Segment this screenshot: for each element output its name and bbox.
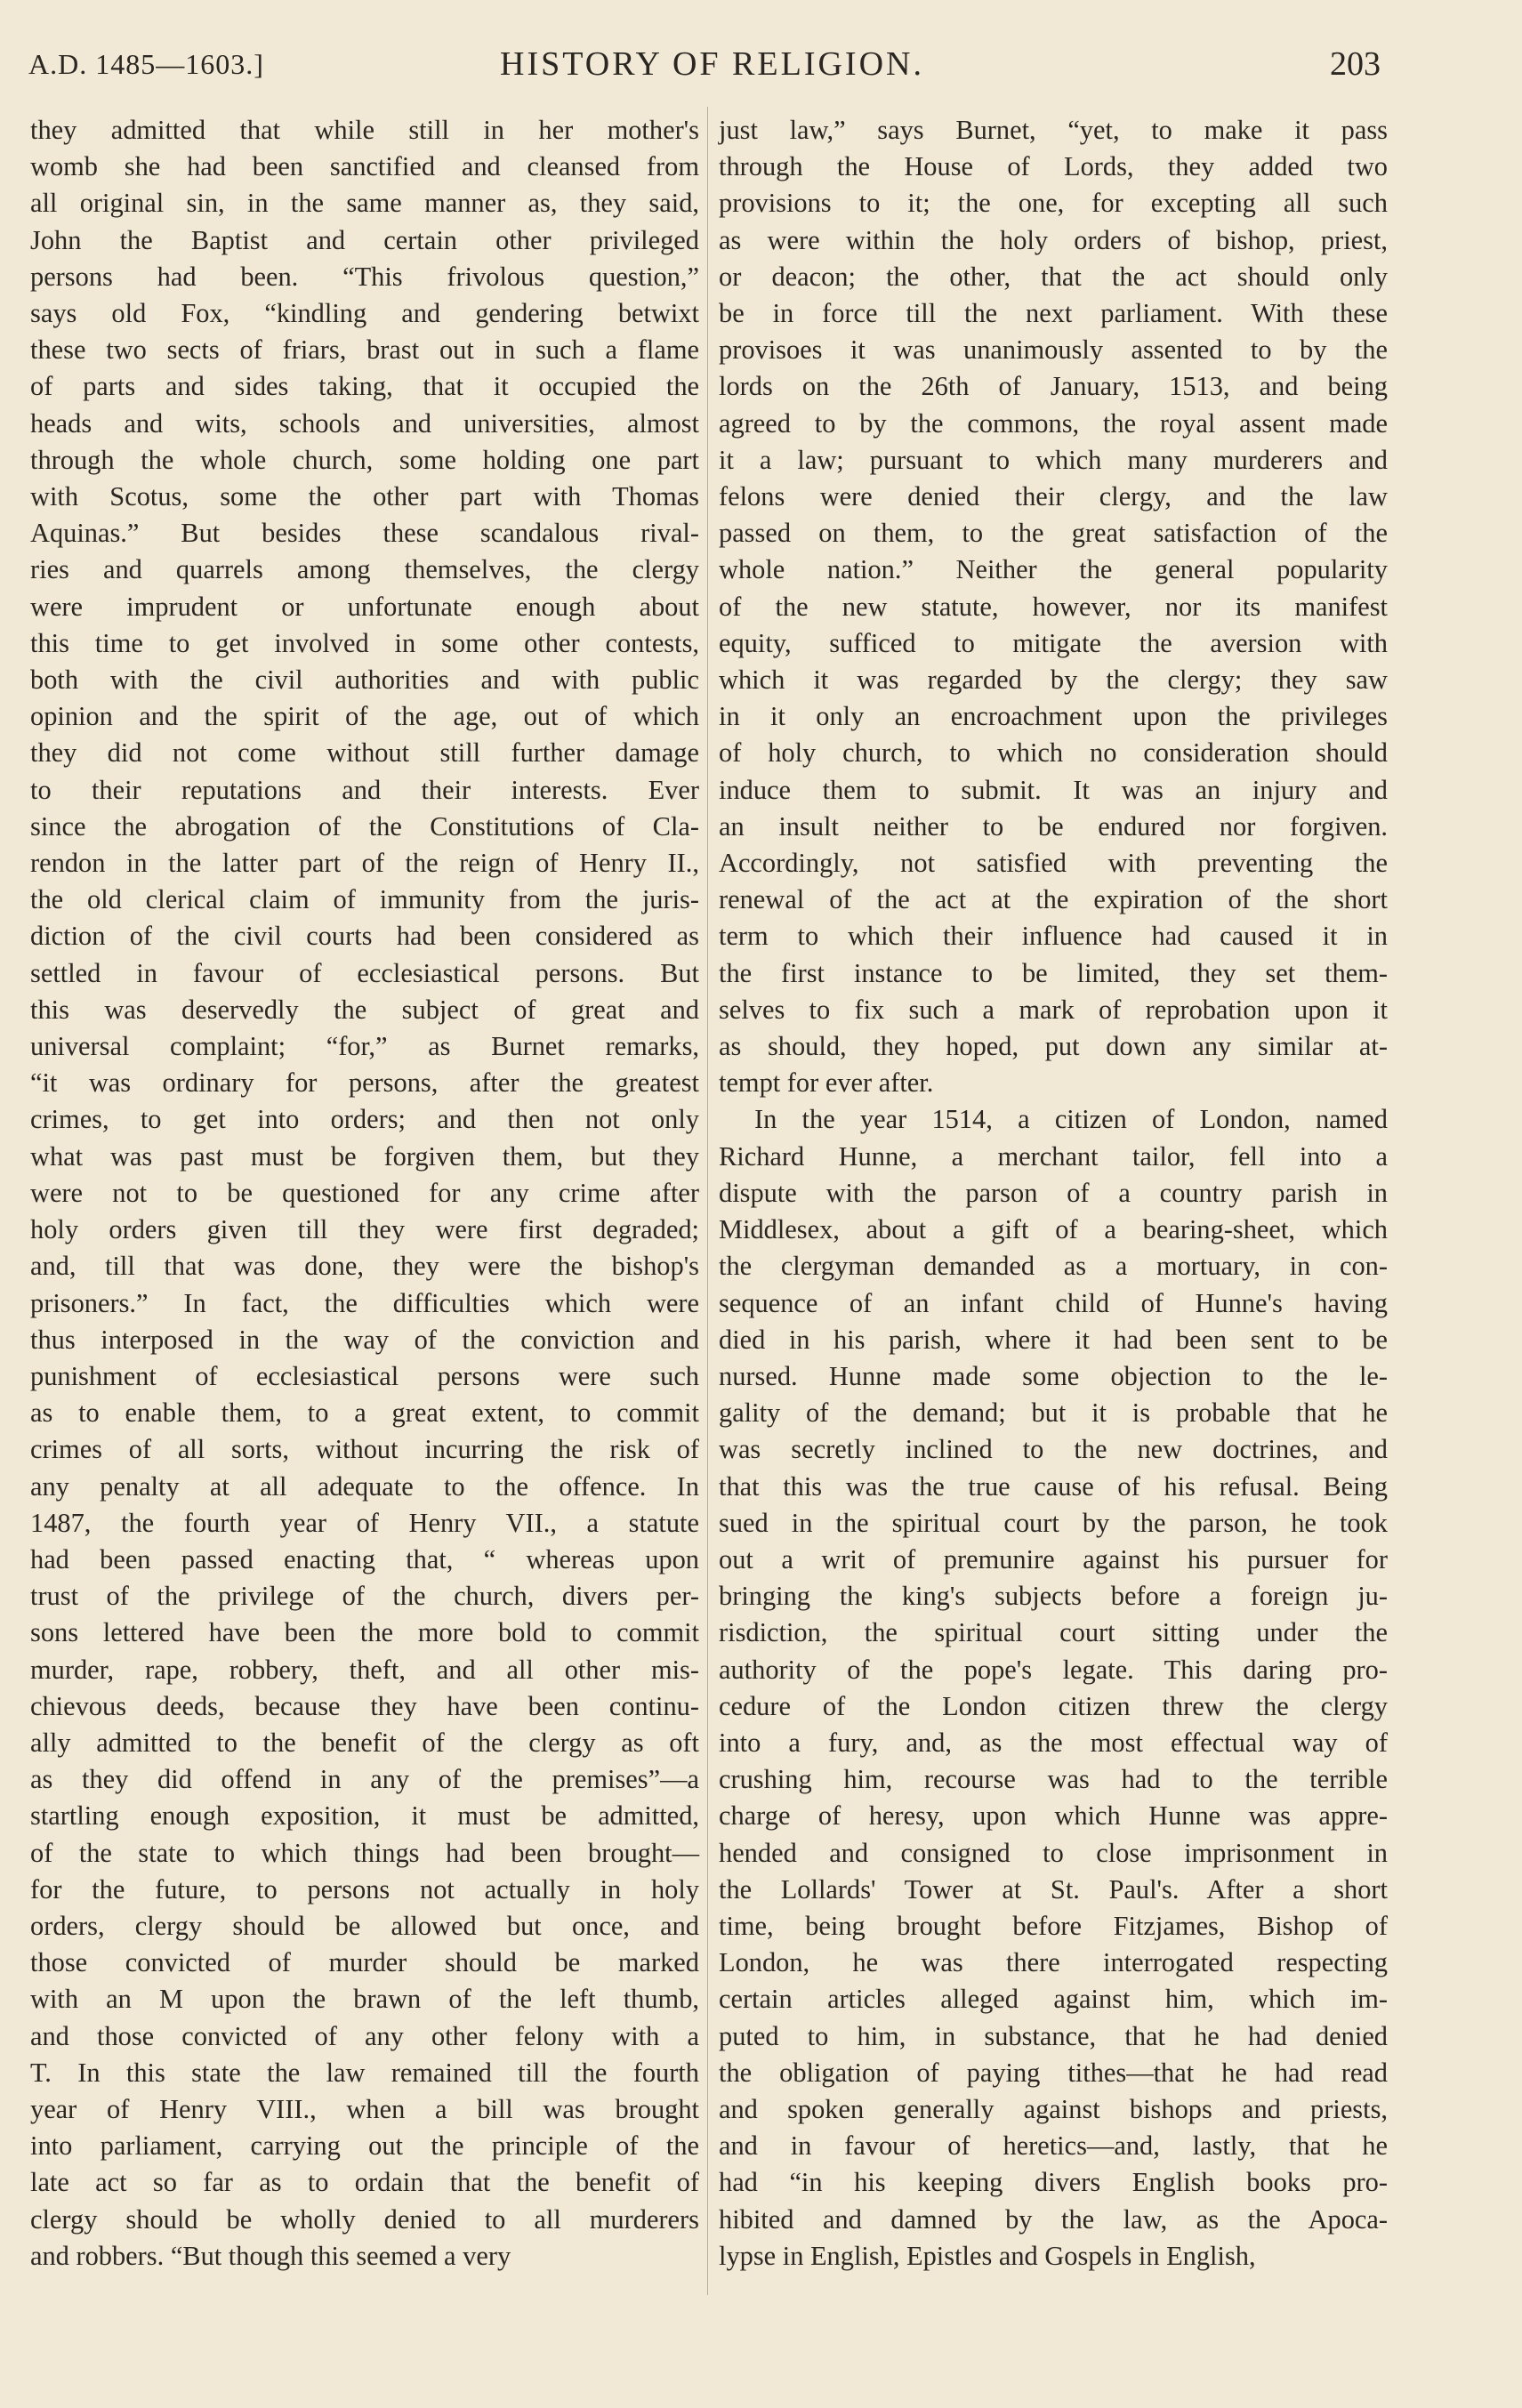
text-line: orders, clergy should be allowed but once, and bbox=[30, 1910, 699, 1941]
text-line: any penalty at all adequate to the offence. In bbox=[30, 1470, 699, 1502]
text-line: into a fury, and, as the most effectual way of bbox=[719, 1727, 1388, 1758]
text-line: provisoes it was unanimously assented to by the bbox=[719, 334, 1388, 366]
text-line: lypse in English, Epistles and Gospels in English, bbox=[719, 2240, 1256, 2271]
text-line: opinion and the spirit of the age, out of which bbox=[30, 701, 699, 732]
text-line: the obligation of paying tithes—that he had read bbox=[719, 2057, 1388, 2088]
header-date-range: A.D. 1485—1603.] bbox=[28, 48, 264, 80]
text-line: and in favour of heretics—and, lastly, that he bbox=[719, 2130, 1388, 2162]
text-line: murder, rape, robbery, theft, and all other mis- bbox=[30, 1654, 699, 1685]
text-line: of parts and sides taking, that it occupied the bbox=[30, 371, 699, 402]
text-line: authority of the pope's legate. This daring pro- bbox=[719, 1654, 1388, 1685]
text-line: womb she had been sanctified and cleansed from bbox=[30, 151, 699, 182]
text-line: provisions to it; the one, for excepting all such bbox=[719, 188, 1388, 219]
text-line: that this was the true cause of his refusal. Being bbox=[719, 1470, 1388, 1502]
text-line: felons were denied their clergy, and the law bbox=[719, 481, 1388, 512]
text-line: Accordingly, not satisfied with preventing the bbox=[719, 848, 1388, 879]
text-line: had been passed enacting that, “ whereas upon bbox=[30, 1543, 699, 1574]
text-line: this was deservedly the subject of great and bbox=[30, 994, 699, 1025]
text-line: heads and wits, schools and universities, almost bbox=[30, 407, 699, 439]
text-line: the clergyman demanded as a mortuary, in con- bbox=[719, 1251, 1388, 1282]
text-line: selves to fix such a mark of reprobation upon it bbox=[719, 994, 1388, 1025]
text-line: crushing him, recourse was had to the terrible bbox=[719, 1764, 1388, 1795]
header-title: HISTORY OF RELIGION. bbox=[500, 45, 924, 83]
text-line: and spoken generally against bishops and priests, bbox=[719, 2093, 1388, 2124]
text-line: was secretly inclined to the new doctrines, and bbox=[719, 1434, 1388, 1465]
text-line: diction of the civil courts had been considered as bbox=[30, 921, 699, 952]
text-line: universal complaint; “for,” as Burnet remarks, bbox=[30, 1031, 699, 1062]
text-line: Aquinas.” But besides these scandalous rival- bbox=[30, 518, 699, 549]
text-line: out a writ of premunire against his pursuer for bbox=[719, 1543, 1388, 1574]
text-line: holy orders given till they were first degraded; bbox=[30, 1214, 699, 1245]
text-line: an insult neither to be endured nor forgiven. bbox=[719, 810, 1388, 842]
text-line: passed on them, to the great satisfaction of the bbox=[719, 518, 1388, 549]
text-line: to their reputations and their interests. Ever bbox=[30, 774, 699, 805]
text-line: equity, sufficed to mitigate the aversion with bbox=[719, 627, 1388, 658]
running-header bbox=[28, 44, 1381, 84]
text-line: dispute with the parson of a country parish in bbox=[719, 1177, 1388, 1208]
right-column bbox=[719, 112, 1388, 2275]
text-line: year of Henry VIII., when a bill was brought bbox=[30, 2093, 699, 2124]
text-line: all original sin, in the same manner as, they said, bbox=[30, 188, 699, 219]
text-line: through the House of Lords, they added two bbox=[719, 151, 1388, 182]
text-line: in it only an encroachment upon the privileges bbox=[719, 701, 1388, 732]
text-line: bringing the king's subjects before a foreign ju- bbox=[719, 1581, 1388, 1612]
text-line: and robbers. “But though this seemed a very bbox=[30, 2240, 511, 2271]
text-line: T. In this state the law remained till the fourth bbox=[30, 2057, 699, 2088]
text-line: with an M upon the brawn of the left thumb, bbox=[30, 1984, 699, 2015]
text-line: both with the civil authorities and with public bbox=[30, 664, 699, 696]
text-line: hended and consigned to close imprisonment in bbox=[719, 1837, 1388, 1868]
text-line: prisoners.” In fact, the difficulties which were bbox=[30, 1287, 699, 1318]
page-number: 203 bbox=[1330, 45, 1381, 83]
text-line: they did not come without still further damage bbox=[30, 737, 699, 769]
text-line: John the Baptist and certain other privileged bbox=[30, 224, 699, 255]
text-line: clergy should be wholly denied to all murderers bbox=[30, 2203, 699, 2235]
text-line: as to enable them, to a great extent, to commit bbox=[30, 1397, 699, 1429]
text-line: had “in his keeping divers English books pro- bbox=[719, 2167, 1388, 2198]
text-line: sued in the spiritual court by the parson, he took bbox=[719, 1507, 1388, 1538]
text-line: as they did offend in any of the premises”—a bbox=[30, 1764, 699, 1795]
text-line: term to which their influence had caused it in bbox=[719, 921, 1388, 952]
text-line: rendon in the latter part of the reign of Henry II., bbox=[30, 848, 699, 879]
column-divider bbox=[707, 107, 708, 2295]
text-line: lords on the 26th of January, 1513, and being bbox=[719, 371, 1388, 402]
text-line: the first instance to be limited, they set them- bbox=[719, 957, 1388, 988]
text-line: chievous deeds, because they have been continu- bbox=[30, 1690, 699, 1721]
text-line: Richard Hunne, a merchant tailor, fell into a bbox=[719, 1140, 1388, 1172]
text-line: says old Fox, “kindling and gendering betwixt bbox=[30, 298, 699, 329]
text-line: as were within the holy orders of bishop, priest, bbox=[719, 224, 1388, 255]
text-line: hibited and damned by the law, as the Apoca- bbox=[719, 2203, 1388, 2235]
text-line: London, he was there interrogated respecting bbox=[719, 1947, 1388, 1978]
text-line: as should, they hoped, put down any similar at- bbox=[719, 1031, 1388, 1062]
text-line: died in his parish, where it had been sent to be bbox=[719, 1324, 1388, 1355]
text-line: into parliament, carrying out the principle of the bbox=[30, 2130, 699, 2162]
text-line: or deacon; the other, that the act should only bbox=[719, 261, 1388, 292]
text-line: it a law; pursuant to which many murderers and bbox=[719, 444, 1388, 475]
text-line: trust of the privilege of the church, divers per- bbox=[30, 1581, 699, 1612]
text-line: just law,” says Burnet, “yet, to make it pass bbox=[719, 115, 1388, 145]
text-line: gality of the demand; but it is probable that he bbox=[719, 1397, 1388, 1429]
text-line: of the new statute, however, nor its manifest bbox=[719, 591, 1388, 622]
text-line: were imprudent or unfortunate enough about bbox=[30, 591, 699, 622]
text-line: cedure of the London citizen threw the clergy bbox=[719, 1690, 1388, 1721]
text-line: risdiction, the spiritual court sitting under the bbox=[719, 1617, 1388, 1648]
text-line: these two sects of friars, brast out in such a flame bbox=[30, 334, 699, 366]
text-line: what was past must be forgiven them, but they bbox=[30, 1140, 699, 1172]
text-line: charge of heresy, upon which Hunne was appre- bbox=[719, 1800, 1388, 1832]
text-line: crimes, to get into orders; and then not only bbox=[30, 1104, 699, 1135]
text-line: punishment of ecclesiastical persons were such bbox=[30, 1360, 699, 1391]
text-line: this time to get involved in some other contests, bbox=[30, 627, 699, 658]
text-line: thus interposed in the way of the conviction and bbox=[30, 1324, 699, 1355]
text-line: whole nation.” Neither the general popularity bbox=[719, 554, 1388, 585]
text-line: of the state to which things had been brought— bbox=[30, 1837, 699, 1868]
text-line: be in force till the next parliament. With these bbox=[719, 298, 1388, 329]
text-line: sons lettered have been the more bold to commit bbox=[30, 1617, 699, 1648]
text-line: which it was regarded by the clergy; they saw bbox=[719, 664, 1388, 696]
text-line: agreed to by the commons, the royal assent made bbox=[719, 407, 1388, 439]
text-line: Middlesex, about a gift of a bearing-sheet, which bbox=[719, 1214, 1388, 1245]
text-line: tempt for ever after. bbox=[719, 1067, 934, 1099]
left-column bbox=[30, 112, 699, 2275]
text-line: 1487, the fourth year of Henry VII., a statute bbox=[30, 1507, 699, 1538]
text-line: time, being brought before Fitzjames, Bishop of bbox=[719, 1910, 1388, 1941]
text-line: puted to him, in substance, that he had denied bbox=[719, 2020, 1388, 2051]
text-line: “it was ordinary for persons, after the greatest bbox=[30, 1067, 699, 1099]
text-line: persons had been. “This frivolous question,” bbox=[30, 261, 699, 292]
text-line: In the year 1514, a citizen of London, named bbox=[754, 1104, 1388, 1135]
text-line: sequence of an infant child of Hunne's having bbox=[719, 1287, 1388, 1318]
text-line: with Scotus, some the other part with Thomas bbox=[30, 481, 699, 512]
text-line: the old clerical claim of immunity from the juris- bbox=[30, 884, 699, 915]
text-line: crimes of all sorts, without incurring the risk of bbox=[30, 1434, 699, 1465]
text-line: those convicted of murder should be marked bbox=[30, 1947, 699, 1978]
text-line: settled in favour of ecclesiastical persons. But bbox=[30, 957, 699, 988]
text-line: ally admitted to the benefit of the clergy as oft bbox=[30, 1727, 699, 1758]
text-line: certain articles alleged against him, which im- bbox=[719, 1984, 1388, 2015]
text-line: were not to be questioned for any crime after bbox=[30, 1177, 699, 1208]
text-line: and, till that was done, they were the bishop's bbox=[30, 1251, 699, 1282]
text-line: induce them to submit. It was an injury and bbox=[719, 774, 1388, 805]
text-line: nursed. Hunne made some objection to the le- bbox=[719, 1360, 1388, 1391]
text-line: startling enough exposition, it must be admitted, bbox=[30, 1800, 699, 1832]
text-line: ries and quarrels among themselves, the clergy bbox=[30, 554, 699, 585]
text-line: they admitted that while still in her mother's bbox=[30, 115, 699, 145]
text-line: renewal of the act at the expiration of the short bbox=[719, 884, 1388, 915]
text-line: of holy church, to which no consideration should bbox=[719, 737, 1388, 769]
text-line: late act so far as to ordain that the benefit of bbox=[30, 2167, 699, 2198]
text-line: and those convicted of any other felony with a bbox=[30, 2020, 699, 2051]
text-line: since the abrogation of the Constitutions of Cla- bbox=[30, 810, 699, 842]
text-line: for the future, to persons not actually in holy bbox=[30, 1873, 699, 1905]
text-line: through the whole church, some holding one part bbox=[30, 444, 699, 475]
text-line: the Lollards' Tower at St. Paul's. After a short bbox=[719, 1873, 1388, 1905]
